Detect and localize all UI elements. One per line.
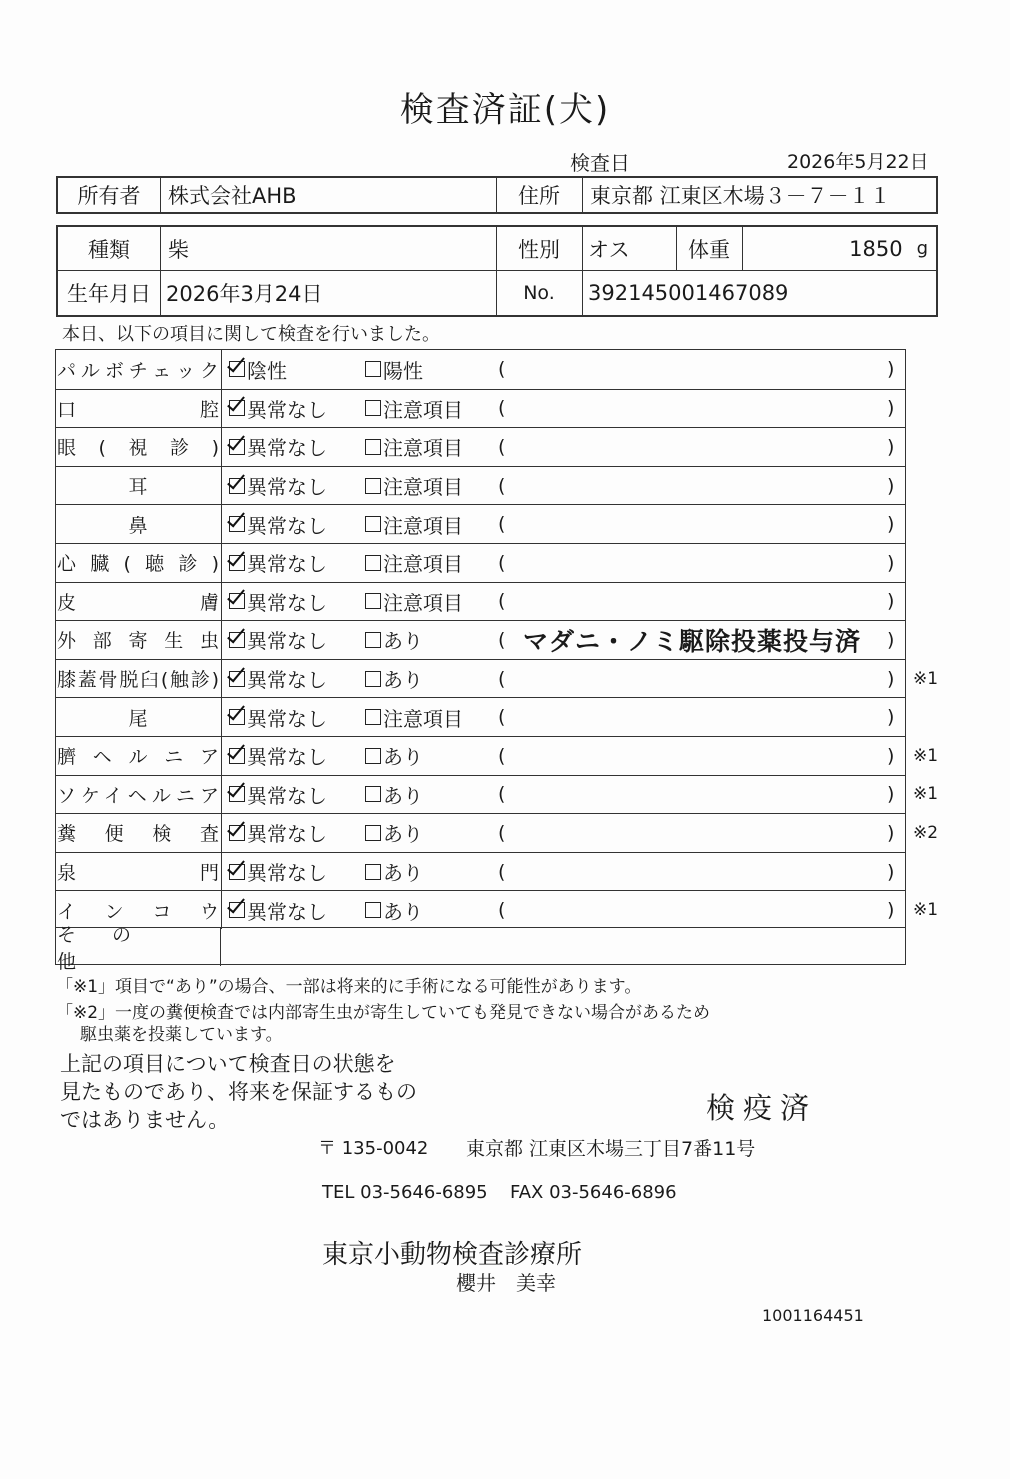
row-footnote-mark: ※1 (913, 668, 939, 689)
row-label-text: 眼(視診) (57, 437, 219, 460)
paren-open: ( (498, 435, 506, 458)
clinic-tel: TEL 03-5646-6895 (322, 1182, 488, 1203)
paren-close: ) (887, 435, 895, 458)
option-normal-label: 異常なし (247, 899, 327, 924)
checklist-row (55, 350, 906, 389)
weight-number: 1850 (849, 236, 903, 261)
option-abnormal[interactable] (365, 776, 423, 814)
disclaimer (60, 1050, 417, 1134)
row-label-text: 口腔 (57, 398, 219, 421)
paren-close: ) (887, 783, 895, 806)
disclaimer-line-1: 上記の項目について検査日の状態を (60, 1052, 396, 1076)
option-normal-label: 異常なし (247, 822, 327, 847)
other-label-text: その他 (57, 923, 168, 973)
checklist-row (55, 389, 906, 428)
serial-number: 1001164451 (762, 1306, 864, 1325)
checklist-row (55, 582, 906, 621)
checkbox-checked-icon[interactable] (229, 555, 245, 571)
checkbox-unchecked-icon[interactable] (365, 593, 381, 609)
breed-value: 柴 (168, 237, 189, 262)
option-abnormal[interactable] (365, 814, 423, 852)
checkbox-checked-icon[interactable] (229, 593, 245, 609)
option-abnormal-label: あり (383, 899, 423, 924)
note-1: 「※1」項目で“あり”の場合、一部は将来的に手術になる可能性があります。 (56, 977, 642, 997)
checkbox-checked-icon[interactable] (229, 439, 245, 455)
option-normal[interactable] (229, 505, 327, 543)
option-abnormal[interactable] (365, 698, 463, 736)
row-footnote-mark: ※1 (913, 900, 939, 921)
option-normal[interactable] (229, 467, 327, 505)
checkbox-unchecked-icon[interactable] (365, 478, 381, 494)
checkbox-unchecked-icon[interactable] (365, 786, 381, 802)
option-abnormal-label: あり (383, 783, 423, 808)
option-normal[interactable] (229, 737, 327, 775)
checklist-row (55, 736, 939, 775)
row-label (57, 544, 219, 582)
checkbox-checked-icon[interactable] (229, 709, 245, 725)
row-label-text: 膝蓋骨脱臼(触診) (57, 669, 219, 692)
row-label (57, 853, 219, 891)
checkbox-checked-icon[interactable] (229, 361, 245, 377)
row-label (57, 467, 219, 505)
option-abnormal-label: 注意項目 (383, 706, 463, 731)
row-label-text: 臍ヘルニア (57, 746, 219, 769)
checkbox-checked-icon[interactable] (229, 786, 245, 802)
checkbox-unchecked-icon[interactable] (365, 748, 381, 764)
exam-date: 2026年5月22日 (787, 151, 929, 173)
option-normal-label: 異常なし (247, 552, 327, 577)
checklist-row (55, 620, 906, 659)
row-label (57, 350, 219, 389)
row-label-text: パルボチェック (57, 359, 219, 382)
paren-close: ) (887, 358, 895, 381)
row-label-text: 皮膚 (57, 591, 219, 614)
row-label (57, 814, 219, 852)
checkbox-checked-icon[interactable] (229, 478, 245, 494)
paren-open: ( (498, 513, 506, 536)
checkbox-unchecked-icon[interactable] (365, 555, 381, 571)
paren-close: ) (887, 667, 895, 690)
checklist-row (55, 775, 939, 814)
option-normal[interactable] (229, 583, 327, 621)
row-label (57, 583, 219, 621)
paren-open: ( (498, 590, 506, 613)
option-abnormal-label: あり (383, 822, 423, 847)
note-2: 「※2」一度の糞便検査では内部寄生虫が寄生していても発見できない場合があるため (56, 1003, 711, 1023)
option-normal[interactable] (229, 814, 327, 852)
option-abnormal-label: あり (383, 745, 423, 770)
owner-label: 所有者 (77, 184, 141, 208)
option-abnormal[interactable] (365, 891, 423, 929)
option-normal[interactable] (229, 698, 327, 736)
checklist-row (55, 427, 906, 466)
option-normal[interactable] (229, 660, 327, 698)
option-abnormal-label: 注意項目 (383, 397, 463, 422)
option-normal-label: 異常なし (247, 629, 327, 654)
postal-code: 〒 135-0042 (318, 1138, 429, 1159)
row-label-text: 外部寄生虫 (57, 630, 219, 653)
row-label-text: 糞便検査 (57, 823, 219, 846)
paren-open: ( (498, 821, 506, 844)
row-label (57, 505, 219, 543)
option-normal[interactable] (229, 544, 327, 582)
option-abnormal[interactable] (365, 737, 423, 775)
other-row (55, 923, 906, 973)
option-abnormal[interactable] (365, 390, 463, 428)
divider (220, 928, 221, 966)
option-abnormal[interactable] (365, 428, 463, 466)
breed-label: 種類 (88, 237, 130, 262)
no-label: No. (523, 281, 555, 304)
weight-label: 体重 (688, 237, 730, 262)
other-label (57, 923, 219, 973)
checkbox-checked-icon[interactable] (229, 671, 245, 687)
option-normal-label: 陰性 (247, 358, 287, 383)
paren-close: ) (887, 744, 895, 767)
dob-value: 2026年3月24日 (166, 281, 323, 306)
paren-open: ( (498, 358, 506, 381)
checkbox-checked-icon[interactable] (229, 864, 245, 880)
paren-open: ( (498, 667, 506, 690)
document-title: 検査済証(犬) (399, 90, 611, 130)
option-normal-label: 異常なし (247, 475, 327, 500)
checkbox-unchecked-icon[interactable] (365, 516, 381, 532)
row-label (57, 390, 219, 428)
exam-date-label: 検査日 (570, 151, 630, 175)
paren-close: ) (887, 628, 895, 651)
option-abnormal[interactable] (365, 853, 423, 891)
weight-value (748, 227, 928, 270)
checkbox-unchecked-icon[interactable] (365, 361, 381, 377)
row-label (57, 776, 219, 814)
checkbox-checked-icon[interactable] (229, 748, 245, 764)
divider (160, 178, 161, 212)
checkbox-unchecked-icon[interactable] (365, 439, 381, 455)
intro-text: 本日、以下の項目に関して検査を行いました。 (62, 324, 440, 345)
paren-open: ( (498, 744, 506, 767)
option-normal[interactable] (229, 350, 287, 389)
option-normal-label: 異常なし (247, 783, 327, 808)
paren-close: ) (887, 706, 895, 729)
checkbox-unchecked-icon[interactable] (365, 864, 381, 880)
checkbox-unchecked-icon[interactable] (365, 709, 381, 725)
option-normal-label: 異常なし (247, 590, 327, 615)
paren-close: ) (887, 590, 895, 613)
option-abnormal[interactable] (365, 544, 463, 582)
option-normal-label: 異常なし (247, 668, 327, 693)
option-normal[interactable] (229, 428, 327, 466)
paren-close: ) (887, 513, 895, 536)
paren-close: ) (887, 899, 895, 922)
sex-label: 性別 (518, 237, 560, 262)
paren-open: ( (498, 860, 506, 883)
paren-close: ) (887, 860, 895, 883)
row-remark: マダニ・ノミ駆除投薬投与済 (523, 626, 862, 656)
option-normal-label: 異常なし (247, 513, 327, 538)
checklist-row (55, 543, 906, 582)
option-abnormal[interactable] (365, 467, 463, 505)
address-label: 住所 (518, 184, 560, 208)
checkbox-unchecked-icon[interactable] (365, 632, 381, 648)
row-label-text: 尾 (128, 707, 148, 730)
option-normal-label: 異常なし (247, 397, 327, 422)
checklist-row (55, 697, 906, 736)
checklist-row (55, 466, 906, 505)
doctor-name: 櫻井 美幸 (456, 1271, 556, 1295)
row-label-text: ソケイヘルニア (57, 784, 219, 807)
checkbox-unchecked-icon[interactable] (365, 825, 381, 841)
note-2-continued: 駆虫薬を投薬しています。 (80, 1025, 283, 1045)
no-value: 392145001467089 (588, 280, 789, 305)
option-abnormal[interactable] (365, 621, 423, 659)
owner-box (56, 176, 938, 214)
quarantine-stamp: 検疫済 (706, 1091, 818, 1125)
row-label-text: 泉門 (57, 862, 219, 885)
option-abnormal-label: 注意項目 (383, 513, 463, 538)
row-footnote-mark: ※1 (913, 784, 939, 805)
option-abnormal-label: 注意項目 (383, 590, 463, 615)
paren-open: ( (498, 628, 506, 651)
option-abnormal-label: 注意項目 (383, 552, 463, 577)
checkbox-unchecked-icon[interactable] (365, 902, 381, 918)
option-normal-label: 異常なし (247, 861, 327, 886)
clinic-fax: FAX 03-5646-6896 (510, 1182, 677, 1203)
clinic-address: 東京都 江東区木場三丁目7番11号 (466, 1138, 756, 1160)
divider (160, 227, 161, 315)
option-abnormal[interactable] (365, 660, 423, 698)
paren-open: ( (498, 474, 506, 497)
row-label-text: インコウ (57, 900, 219, 923)
paren-close: ) (887, 551, 895, 574)
option-abnormal-label: 陽性 (383, 358, 423, 383)
checklist-row (55, 659, 939, 698)
clinic-name: 東京小動物検査診療所 (322, 1240, 583, 1270)
paren-open: ( (498, 706, 506, 729)
row-label (57, 698, 219, 736)
checkbox-checked-icon[interactable] (229, 400, 245, 416)
paren-close: ) (887, 474, 895, 497)
paren-close: ) (887, 821, 895, 844)
checklist-row (55, 504, 906, 543)
option-normal[interactable] (229, 776, 327, 814)
row-label-text: 心臓(聴診) (57, 553, 219, 576)
option-abnormal-label: あり (383, 668, 423, 693)
option-normal-label: 異常なし (247, 745, 327, 770)
row-label (57, 621, 219, 659)
disclaimer-line-2: 見たものであり、将来を保証するもの (60, 1080, 417, 1104)
checkbox-checked-icon[interactable] (229, 825, 245, 841)
option-normal[interactable] (229, 891, 327, 929)
disclaimer-line-3: ではありません。 (60, 1108, 230, 1132)
option-abnormal-label: 注意項目 (383, 436, 463, 461)
option-normal-label: 異常なし (247, 706, 327, 731)
row-label-text: 鼻 (128, 514, 148, 537)
row-label (57, 428, 219, 466)
paren-open: ( (498, 397, 506, 420)
animal-info-box (56, 225, 938, 317)
option-normal-label: 異常なし (247, 436, 327, 461)
row-label (57, 737, 219, 775)
weight-unit: g (916, 238, 928, 259)
checklist-row (55, 852, 906, 891)
row-label (57, 660, 219, 698)
option-normal[interactable] (229, 621, 327, 659)
option-abnormal[interactable] (365, 505, 463, 543)
divider (582, 178, 583, 212)
paren-close: ) (887, 397, 895, 420)
option-abnormal-label: あり (383, 861, 423, 886)
checkbox-checked-icon[interactable] (229, 902, 245, 918)
row-footnote-mark: ※1 (913, 745, 939, 766)
sex-value: オス (588, 237, 630, 262)
owner-value: 株式会社AHB (168, 184, 297, 208)
divider (742, 227, 743, 270)
address-value: 東京都 江東区木場３－７－１１ (590, 184, 891, 208)
option-abnormal-label: 注意項目 (383, 475, 463, 500)
option-normal[interactable] (229, 390, 327, 428)
row-footnote-mark: ※2 (913, 822, 939, 843)
option-abnormal[interactable] (365, 350, 423, 389)
checklist-row (55, 813, 939, 852)
option-abnormal[interactable] (365, 583, 463, 621)
divider (582, 227, 583, 315)
paren-open: ( (498, 783, 506, 806)
row-label-text: 耳 (128, 476, 148, 499)
checkbox-checked-icon[interactable] (229, 516, 245, 532)
option-normal[interactable] (229, 853, 327, 891)
paren-open: ( (498, 899, 506, 922)
checkbox-unchecked-icon[interactable] (365, 671, 381, 687)
checkbox-checked-icon[interactable] (229, 632, 245, 648)
option-abnormal-label: あり (383, 629, 423, 654)
paren-open: ( (498, 551, 506, 574)
dob-label: 生年月日 (67, 281, 151, 306)
checkbox-unchecked-icon[interactable] (365, 400, 381, 416)
